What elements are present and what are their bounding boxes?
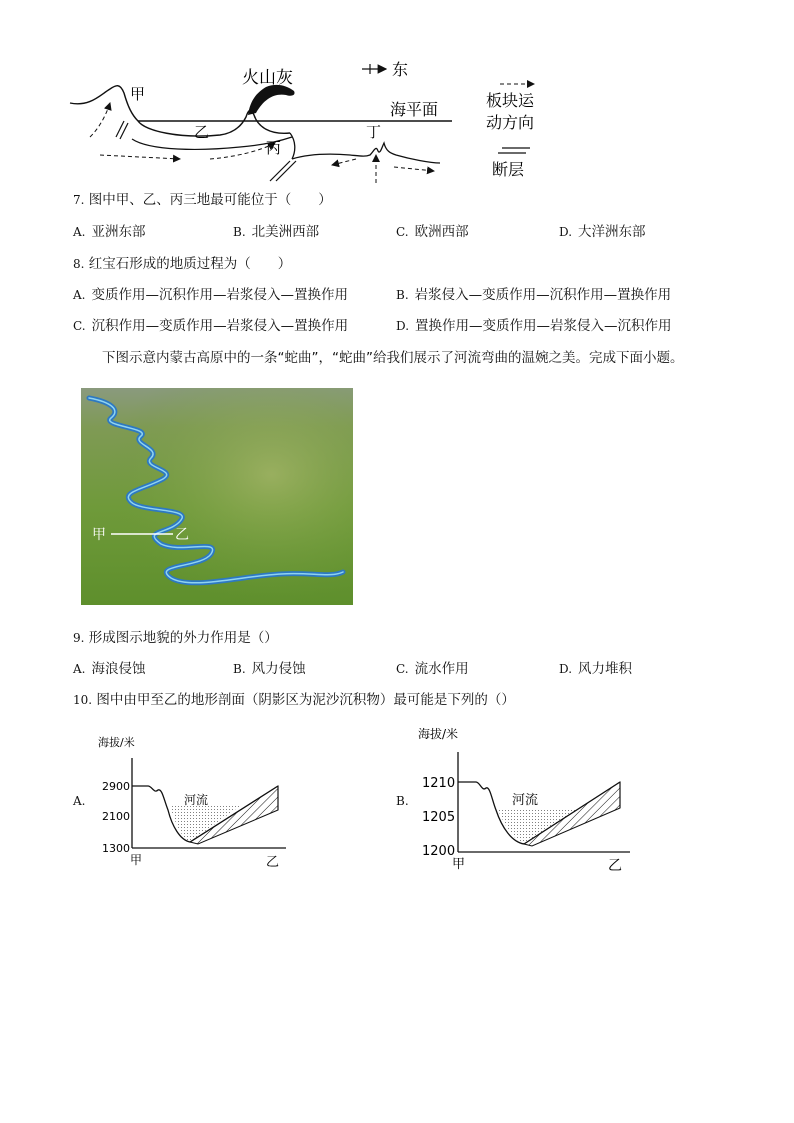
- legend-plate-line2: 动方向: [486, 113, 535, 132]
- legend: [480, 78, 560, 188]
- plate-motion-arrow-bottom-1: [100, 155, 180, 159]
- q10-option-a-label[interactable]: A.: [73, 794, 86, 808]
- label-east: 东: [392, 60, 409, 79]
- q7-option-b[interactable]: B. 北美洲西部: [233, 224, 320, 240]
- q9-stem: [73, 629, 278, 647]
- meander-photo: [81, 388, 353, 605]
- label-sea-level: 海平面: [390, 100, 439, 119]
- q8-text: 红宝石形成的地质过程为（ ）: [88, 256, 292, 272]
- q9-number: 9.: [73, 631, 85, 645]
- fault-bing-2: [276, 161, 296, 181]
- right-plate-profile: [290, 133, 440, 163]
- q7-number: 7.: [73, 193, 85, 207]
- profile-b-ylabel: 海拔/米: [418, 727, 459, 741]
- q10-number: 10.: [73, 693, 93, 707]
- q10-stem: [73, 691, 515, 709]
- q7-option-c[interactable]: C. 欧洲西部: [396, 224, 469, 240]
- volcanic-ash-plume: [248, 85, 295, 115]
- q10-profile-b[interactable]: [414, 722, 634, 877]
- profile-a-start: 甲: [130, 853, 143, 867]
- profile-b-tick-3: 1200: [422, 844, 456, 859]
- q8-option-c[interactable]: C. 沉积作用—变质作用—岩浆侵入—置换作用: [73, 318, 349, 334]
- q9-option-d[interactable]: D. 风力堆积: [559, 661, 633, 677]
- q7-option-d[interactable]: D. 大洋洲东部: [559, 224, 646, 240]
- q7-option-a[interactable]: A. 亚洲东部: [73, 224, 146, 240]
- label-yi: 乙: [194, 123, 210, 141]
- profile-b-tick-1: 1210: [422, 776, 456, 791]
- profile-a-tick-3: 1300: [102, 842, 130, 855]
- label-bing: 丙: [266, 139, 282, 157]
- q10-text: 图中由甲至乙的地形剖面（阴影区为泥沙沉积物）最可能是下列的（）: [96, 692, 515, 708]
- legend-fault-label: 断层: [492, 160, 525, 179]
- q8-number: 8.: [73, 257, 85, 271]
- q7-stem: [73, 191, 332, 209]
- q8-option-d[interactable]: D. 置换作用—变质作用—岩浆侵入—沉积作用: [396, 318, 672, 334]
- plate-motion-arrow-left2: [332, 159, 356, 165]
- profile-a-tick-2: 2100: [102, 810, 130, 823]
- label-ding: 丁: [366, 123, 382, 141]
- profile-a-river: 河流: [184, 793, 209, 807]
- q9-text: 形成图示地貌的外力作用是（）: [88, 630, 278, 646]
- plate-motion-arrow-left: [90, 103, 110, 137]
- q10-profile-a[interactable]: [90, 730, 290, 875]
- label-jia: 甲: [130, 85, 146, 103]
- plate-motion-arrow-right: [394, 167, 434, 171]
- photo-label-yi: 乙: [175, 527, 189, 543]
- label-volcanic-ash: 火山灰: [242, 68, 293, 88]
- q7-text: 图中甲、乙、丙三地最可能位于（ ）: [88, 192, 332, 208]
- profile-a-tick-1: 2900: [102, 780, 130, 793]
- profile-a-end: 乙: [266, 855, 280, 870]
- q9-option-a[interactable]: A. 海浪侵蚀: [73, 661, 146, 677]
- profile-b-start: 甲: [452, 857, 466, 872]
- intro-text: 下图示意内蒙古高原中的一条“蛇曲”，“蛇曲”给我们展示了河流弯曲的温婉之美。完成下面小题。: [102, 350, 684, 366]
- q8-stem: [73, 255, 291, 273]
- photo-label-jia: 甲: [92, 527, 106, 543]
- q10-option-b-label[interactable]: B.: [396, 794, 409, 808]
- profile-b-tick-2: 1205: [422, 810, 456, 825]
- legend-plate-line1: 板块运: [486, 91, 535, 110]
- q9-option-b[interactable]: B. 风力侵蚀: [233, 661, 306, 677]
- q8-option-a[interactable]: A. 变质作用—沉积作用—岩浆侵入—置换作用: [73, 287, 348, 303]
- fault-bing-1: [270, 161, 290, 181]
- profile-b-river: 河流: [512, 793, 539, 808]
- q9-option-c[interactable]: C. 流水作用: [396, 661, 469, 677]
- profile-a-ylabel: 海拔/米: [98, 736, 135, 749]
- profile-b-end: 乙: [608, 858, 622, 874]
- q8-option-b[interactable]: B. 岩浆侵入—变质作用—沉积作用—置换作用: [396, 287, 672, 303]
